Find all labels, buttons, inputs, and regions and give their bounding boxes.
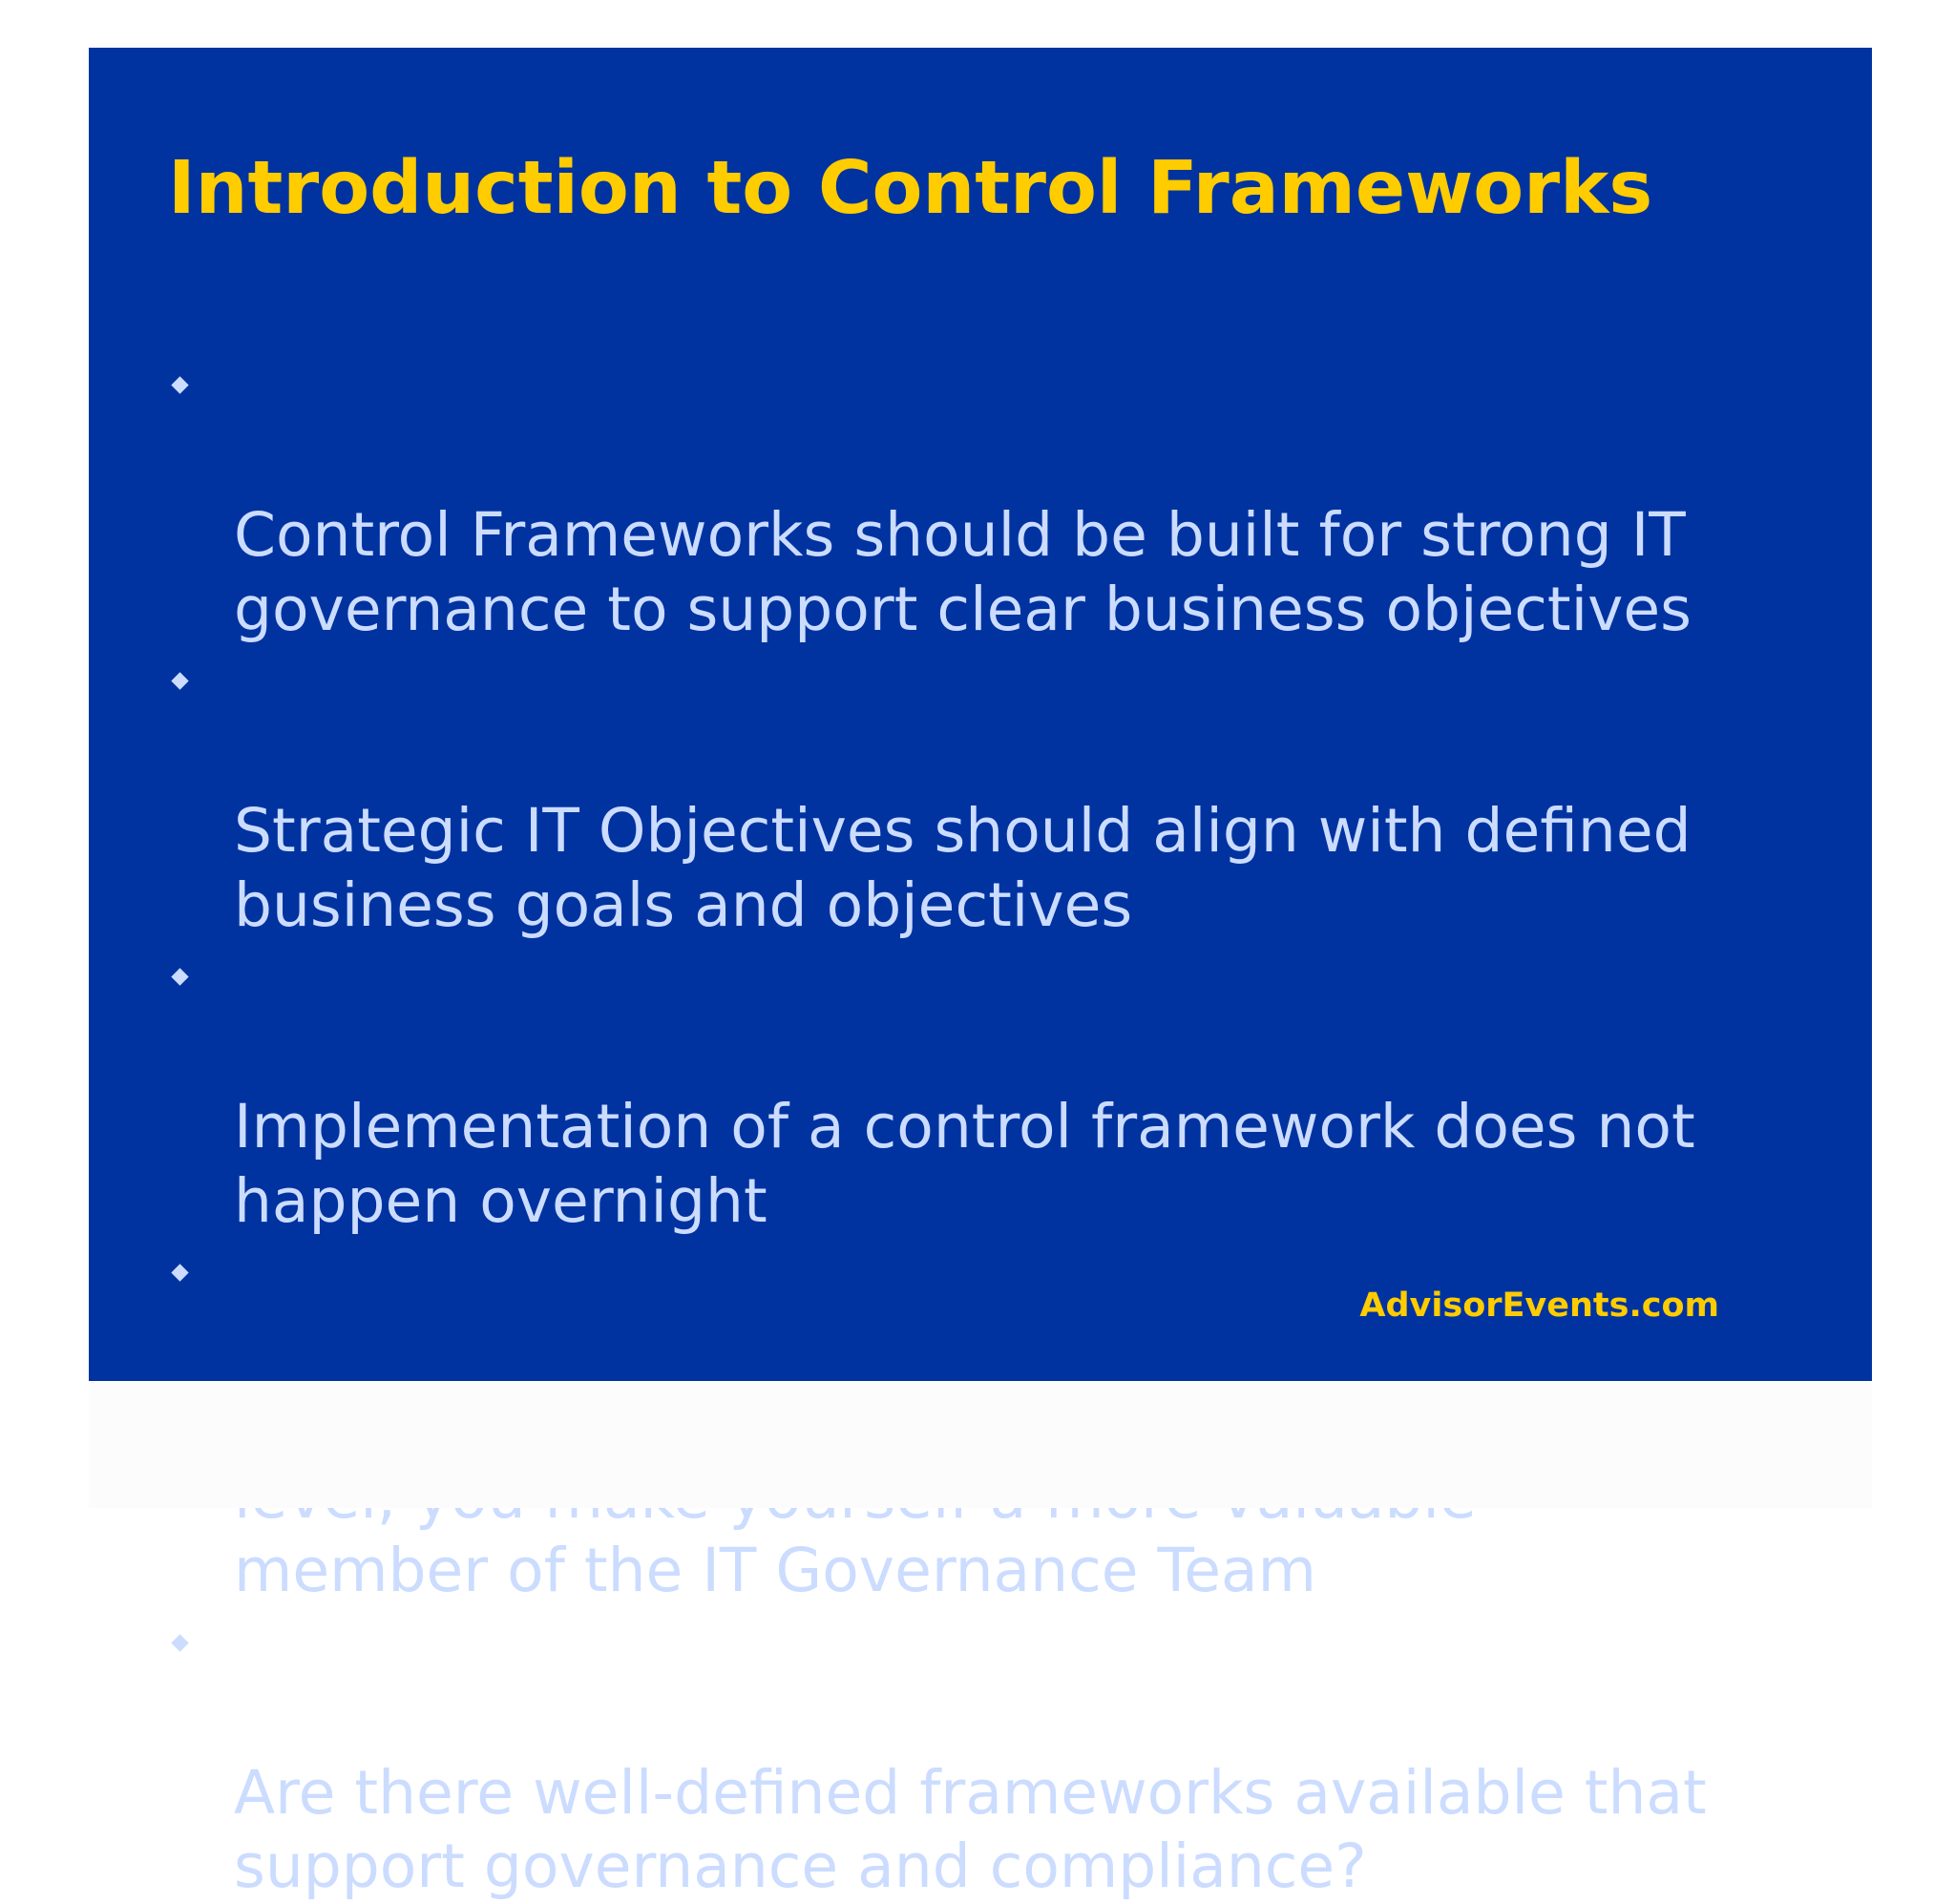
bullet-item — [168, 1608, 1848, 1904]
diamond-bullet-icon — [171, 1634, 188, 1651]
diamond-bullet-icon — [171, 672, 188, 689]
bullet-text: Strategic IT Objectives should align with defined business goals and objectives — [234, 796, 1692, 940]
bullet-item — [168, 350, 1848, 646]
page-footer-band — [89, 1382, 1872, 1508]
brand-footer: AdvisorEvents.com — [1359, 1287, 1719, 1325]
bullet-list — [168, 350, 1848, 1904]
bullet-text: Control Frameworks should be built for strong IT governance to support clear business objectives — [234, 500, 1692, 644]
slide — [89, 48, 1872, 1901]
bullet-text: Are there well-defined frameworks available that support governance and compliance? — [234, 1757, 1707, 1901]
slide-title: Introduction to Control Frameworks — [168, 146, 1653, 231]
bullet-text: member of the IT Governance Team — [234, 1536, 1317, 1605]
diamond-bullet-icon — [171, 968, 188, 985]
diamond-bullet-icon — [171, 1264, 188, 1281]
bullet-item — [168, 646, 1848, 942]
bullet-text: Implementation of a control framework does not happen overnight — [234, 1092, 1695, 1236]
bullet-item — [168, 942, 1848, 1238]
diamond-bullet-icon — [171, 376, 188, 393]
